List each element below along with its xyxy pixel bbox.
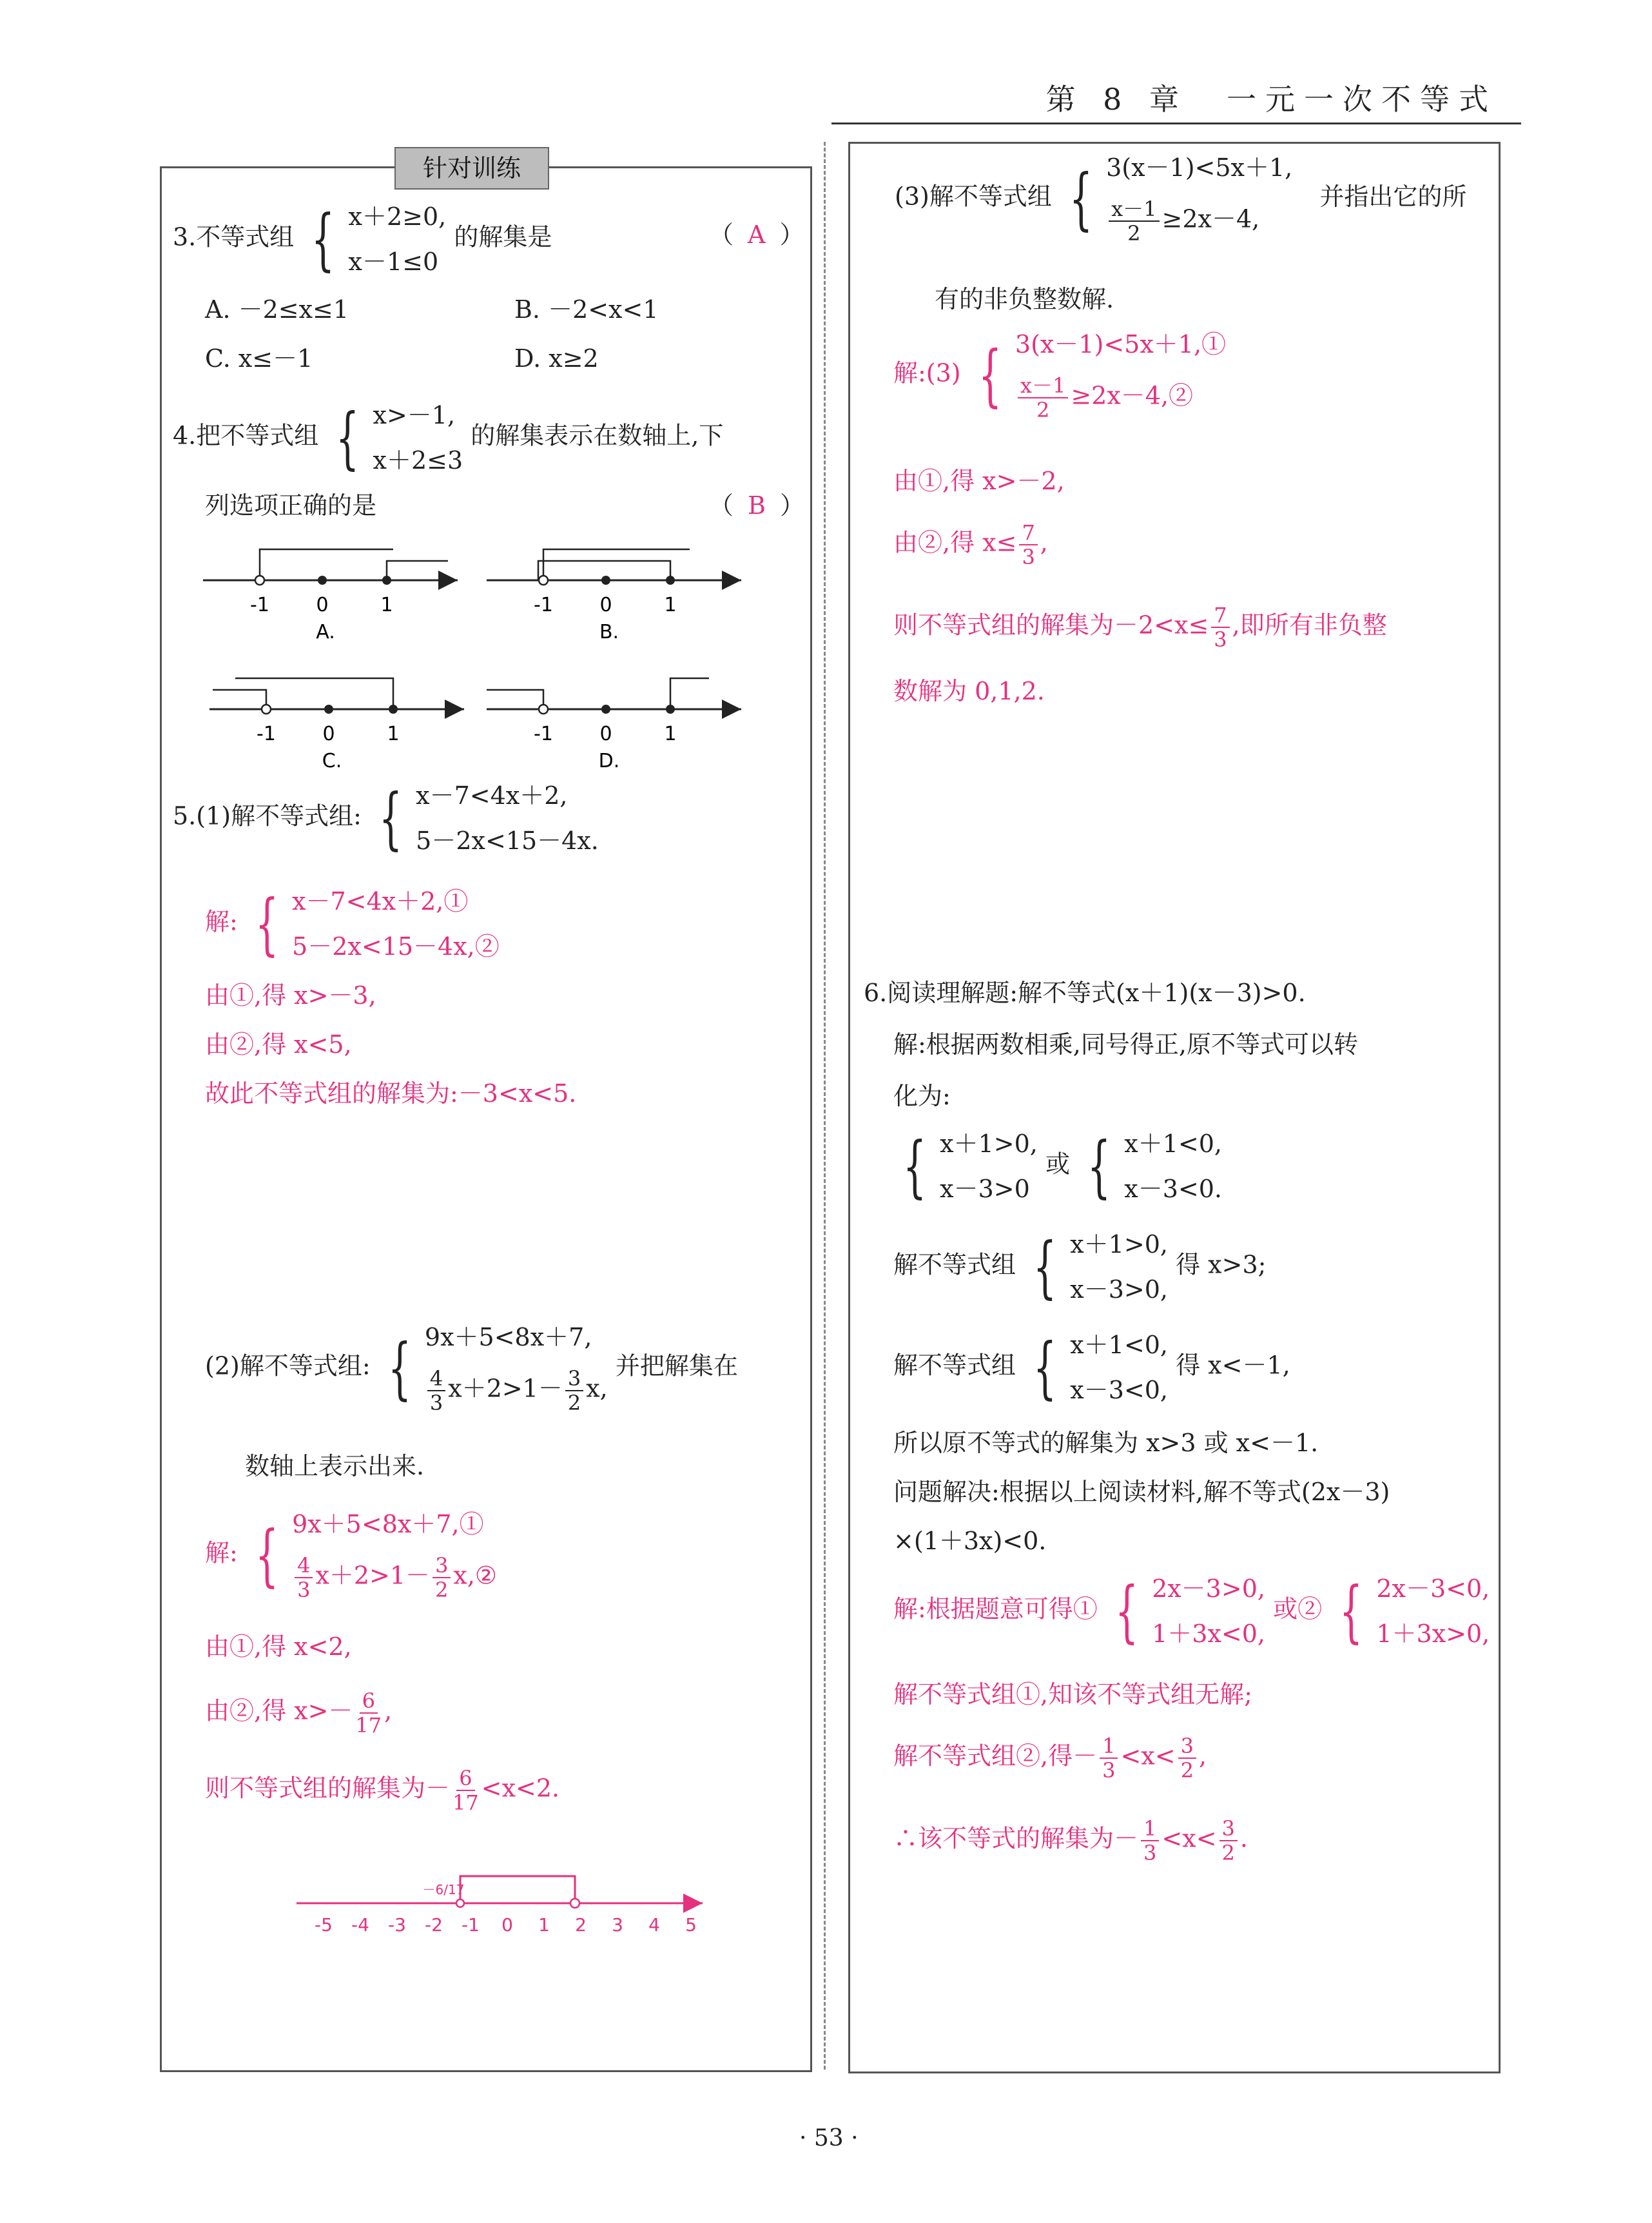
q6-solve2-system: { x＋1<0, x－3<0, xyxy=(1033,1328,1168,1407)
q6-l3: 所以原不等式的解集为 x>3 或 x<－1. xyxy=(893,1429,1319,1457)
q4-option-diagrams xyxy=(193,529,773,774)
tick-label: 1 xyxy=(664,723,677,745)
axis-tick-label: 2 xyxy=(575,1914,587,1935)
axis-tick-label: -1 xyxy=(462,1914,480,1935)
axis-tick-label: -3 xyxy=(388,1914,406,1935)
tick-label: 1 xyxy=(380,594,393,616)
tick-label: 1 xyxy=(387,723,400,745)
q4-stem: 4.把不等式组 { x>－1, x＋2≤3 的解集表示在数轴上,下 xyxy=(173,398,724,477)
q5-2-solution-system: { 9x＋5<8x＋7,① $\frac{4}{3}$ x＋2>1－ $\frac{3}{2}$ x,② xyxy=(255,1510,497,1602)
q5-3-line-d: 数解为 0,1,2. xyxy=(893,677,1045,705)
axis-tick-label: -2 xyxy=(425,1914,443,1935)
q3-option-c: C. x≤－1 xyxy=(205,344,313,373)
option-a-numberline xyxy=(203,549,458,643)
q5-3-solution: 解:(3) { 3(x－1)<5x＋1,① $\frac{x-1}{2}$ ≥2x－4,② xyxy=(893,330,1227,422)
q6-l1: 解:根据两数相乘,同号得正,原不等式可以转 xyxy=(893,1030,1358,1059)
chapter-header: 第 8 章 一元一次不等式 xyxy=(1045,82,1497,117)
q3-stem: 3.不等式组 { x＋2≥0, x－1≤0 的解集是 xyxy=(173,200,552,279)
q3-system: { x＋2≥0, x－1≤0 xyxy=(311,200,447,279)
q5-3-line-b: 由②,得 x≤ $\frac{7}{3}$ , xyxy=(893,520,1048,569)
axis-tick-label: 3 xyxy=(612,1914,623,1935)
q5-2-numberline xyxy=(284,1857,722,1941)
page-number: · 53 · xyxy=(799,2125,859,2151)
q6-l4: 问题解决:根据以上阅读材料,解不等式(2x－3) xyxy=(893,1478,1390,1506)
q5-2-system: { 9x＋5<8x＋7, $\frac{4}{3}$ x＋2>1－ $\frac{3}{2}$ x, xyxy=(387,1323,608,1415)
axis-tick-label: 4 xyxy=(648,1914,660,1935)
q5-3-solution-system: { 3(x－1)<5x＋1,① $\frac{x-1}{2}$ ≥2x－4,② xyxy=(978,330,1227,422)
q6-l2: 化为: xyxy=(893,1082,951,1110)
tick-label: -1 xyxy=(534,594,553,616)
option-label: B. xyxy=(599,621,619,643)
option-b-numberline xyxy=(487,549,741,643)
q5-2-line-a: 由①,得 x<2, xyxy=(205,1632,352,1661)
q6-solution: 解:根据题意可得① { 2x－3>0, 1＋3x<0, 或② { 2x－3<0, 1＋3x>0, xyxy=(893,1572,1490,1650)
q6-solve1: 解不等式组 { x＋1>0, x－3>0, 得 x>3; xyxy=(893,1228,1267,1306)
option-label: A. xyxy=(316,621,335,643)
axis-tick-label: 1 xyxy=(538,1914,550,1935)
tick-label: 0 xyxy=(322,723,335,745)
axis-mark-label: －6/17 xyxy=(422,1882,465,1897)
axis-tick-label: 0 xyxy=(501,1914,513,1935)
tick-label: -1 xyxy=(534,723,553,745)
q5-3-line-c: 则不等式组的解集为－2<x≤ $\frac{7}{3}$ ,即所有非负整 xyxy=(893,603,1387,652)
q6-systems: { x＋1>0, x－3>0 或 { x＋1<0, x－3<0. xyxy=(893,1128,1222,1204)
tick-label: 0 xyxy=(599,594,612,616)
q6-l5: ×(1＋3x)<0. xyxy=(893,1527,1047,1555)
q5-3-stem: (3)解不等式组 { 3(x－1)<5x＋1, $\frac{x-1}{2}$ ≥2x－4, 并指出它的所 xyxy=(895,153,1467,246)
q5-1-solution-system: { x－7<4x＋2,① 5－2x<15－4x,② xyxy=(255,885,500,963)
option-d-numberline xyxy=(487,678,741,772)
tick-label: 1 xyxy=(664,594,677,616)
column-divider xyxy=(824,142,826,2070)
q5-3-line2: 有的非负整数解. xyxy=(935,285,1114,313)
q5-2-line-b: 由②,得 x>－ $\frac{6}{17}$ , xyxy=(205,1689,393,1738)
header-rule xyxy=(831,122,1521,124)
q6-sol-l2: 解不等式组②,得－ $\frac{1}{3}$ <x< $\frac{3}{2}$ , xyxy=(893,1734,1207,1783)
q6-solution-system-2: { 2x－3<0, 1＋3x>0, xyxy=(1339,1572,1490,1650)
q4-answer: （ B ） xyxy=(709,491,804,520)
option-c-numberline xyxy=(209,678,464,772)
tick-label: -1 xyxy=(250,594,269,616)
q6-sol-l1: 解不等式组①,知该不等式组无解; xyxy=(893,1680,1252,1709)
q5-2-stem: (2)解不等式组: { 9x＋5<8x＋7, $\frac{4}{3}$ x＋2>1－ $\frac{3}{2}$ x, 并把解集在 xyxy=(205,1323,738,1415)
tick-label: 0 xyxy=(316,594,329,616)
axis-tick-label: -4 xyxy=(351,1914,369,1935)
q5-3-line-a: 由①,得 x>－2, xyxy=(893,467,1065,495)
q5-3-system: { 3(x－1)<5x＋1, $\frac{x-1}{2}$ ≥2x－4, xyxy=(1069,153,1293,246)
q6-system-a: { x＋1>0, x－3>0 xyxy=(902,1127,1038,1206)
q6-sol-l3: ∴该不等式的解集为－ $\frac{1}{3}$ <x< $\frac{3}{2}$ . xyxy=(893,1816,1248,1865)
q5-1-line: 故此不等式组的解集为:－3<x<5. xyxy=(205,1079,577,1108)
q6-solution-system-1: { 2x－3>0, 1＋3x<0, xyxy=(1114,1572,1265,1650)
section-tab: 针对训练 xyxy=(394,147,549,190)
left-endpoint xyxy=(456,1899,464,1907)
q6-solve2: 解不等式组 { x＋1<0, x－3<0, 得 x<－1, xyxy=(893,1328,1290,1407)
tick-label: -1 xyxy=(257,723,276,745)
q3-answer: （ A ） xyxy=(709,220,804,249)
q5-1-stem: 5.(1)解不等式组: { x－7<4x＋2, 5－2x<15－4x. xyxy=(173,779,599,857)
q5-1-line: 由②,得 x<5, xyxy=(205,1030,352,1059)
q6-system-b: { x＋1<0, x－3<0. xyxy=(1087,1127,1222,1206)
option-label: C. xyxy=(322,750,342,772)
q5-2-solution: 解: { 9x＋5<8x＋7,① $\frac{4}{3}$ x＋2>1－ $\frac{3}{2}$ x,② xyxy=(205,1510,497,1602)
q5-2-line2: 数轴上表示出来. xyxy=(245,1452,425,1480)
q4-system: { x>－1, x＋2≤3 xyxy=(336,398,463,477)
axis-tick-label: 5 xyxy=(685,1914,697,1935)
q5-1-system: { x－7<4x＋2, 5－2x<15－4x. xyxy=(378,779,599,857)
q3-option-a: A. －2≤x≤1 xyxy=(205,295,349,324)
q3-option-d: D. x≥2 xyxy=(514,344,599,373)
q6-stem: 6.阅读理解题:解不等式(x＋1)(x－3)>0. xyxy=(864,979,1306,1007)
tick-label: 0 xyxy=(599,723,612,745)
q6-solve1-system: { x＋1>0, x－3>0, xyxy=(1033,1228,1168,1306)
q4-line2: 列选项正确的是 xyxy=(205,491,377,520)
q3-option-b: B. －2<x<1 xyxy=(514,295,659,324)
q5-1-solution: 解: { x－7<4x＋2,① 5－2x<15－4x,② xyxy=(205,885,500,963)
option-label: D. xyxy=(598,750,620,772)
q5-2-line-c: 则不等式组的解集为－ $\frac{6}{17}$ <x<2. xyxy=(205,1766,560,1815)
q5-1-line: 由①,得 x>－3, xyxy=(205,981,376,1010)
axis-tick-label: -5 xyxy=(315,1914,333,1935)
right-endpoint xyxy=(570,1899,579,1908)
